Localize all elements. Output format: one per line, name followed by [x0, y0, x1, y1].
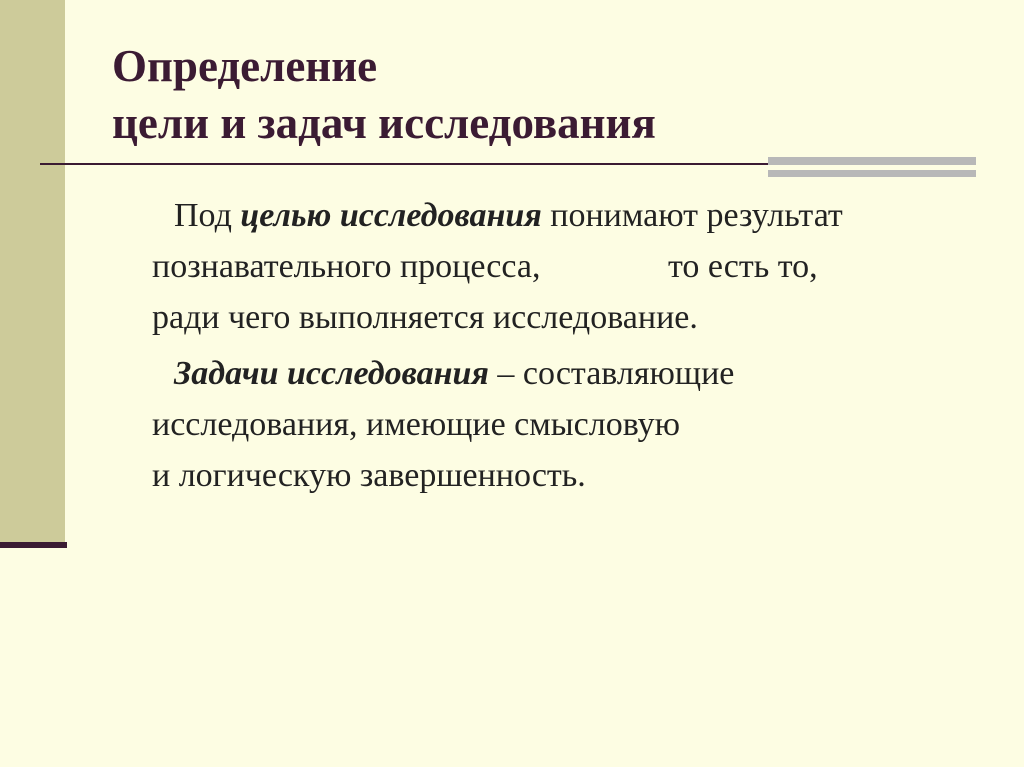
text-fragment: – составляющие — [488, 355, 735, 392]
slide-title — [112, 38, 656, 152]
goal-definition-paragraph — [152, 190, 982, 343]
text-fragment: понимают результат — [541, 197, 843, 234]
paragraph-line — [152, 348, 982, 399]
paragraph-line: и логическую завершенность. — [152, 457, 586, 494]
title-line-2: цели и задач исследования — [112, 98, 656, 148]
title-divider — [40, 163, 770, 165]
title-divider-accent-bottom — [768, 170, 976, 177]
paragraph-line: исследования, имеющие смысловую — [152, 406, 680, 443]
side-bar-underline — [0, 542, 67, 548]
paragraph-line: ради чего выполняется исследование. — [152, 299, 698, 336]
side-accent-bar — [0, 0, 65, 545]
paragraph-line: познавательного процесса, то есть то, — [152, 248, 818, 285]
emphasis-tasks-term: Задачи исследования — [174, 355, 489, 392]
title-line-1: Определение — [112, 41, 378, 91]
slide-body — [152, 190, 982, 506]
paragraph-line — [152, 190, 982, 241]
text-fragment: Под — [174, 197, 241, 234]
emphasis-goal-term: целью исследования — [240, 197, 542, 234]
tasks-definition-paragraph — [152, 348, 982, 501]
title-divider-accent-top — [768, 157, 976, 165]
